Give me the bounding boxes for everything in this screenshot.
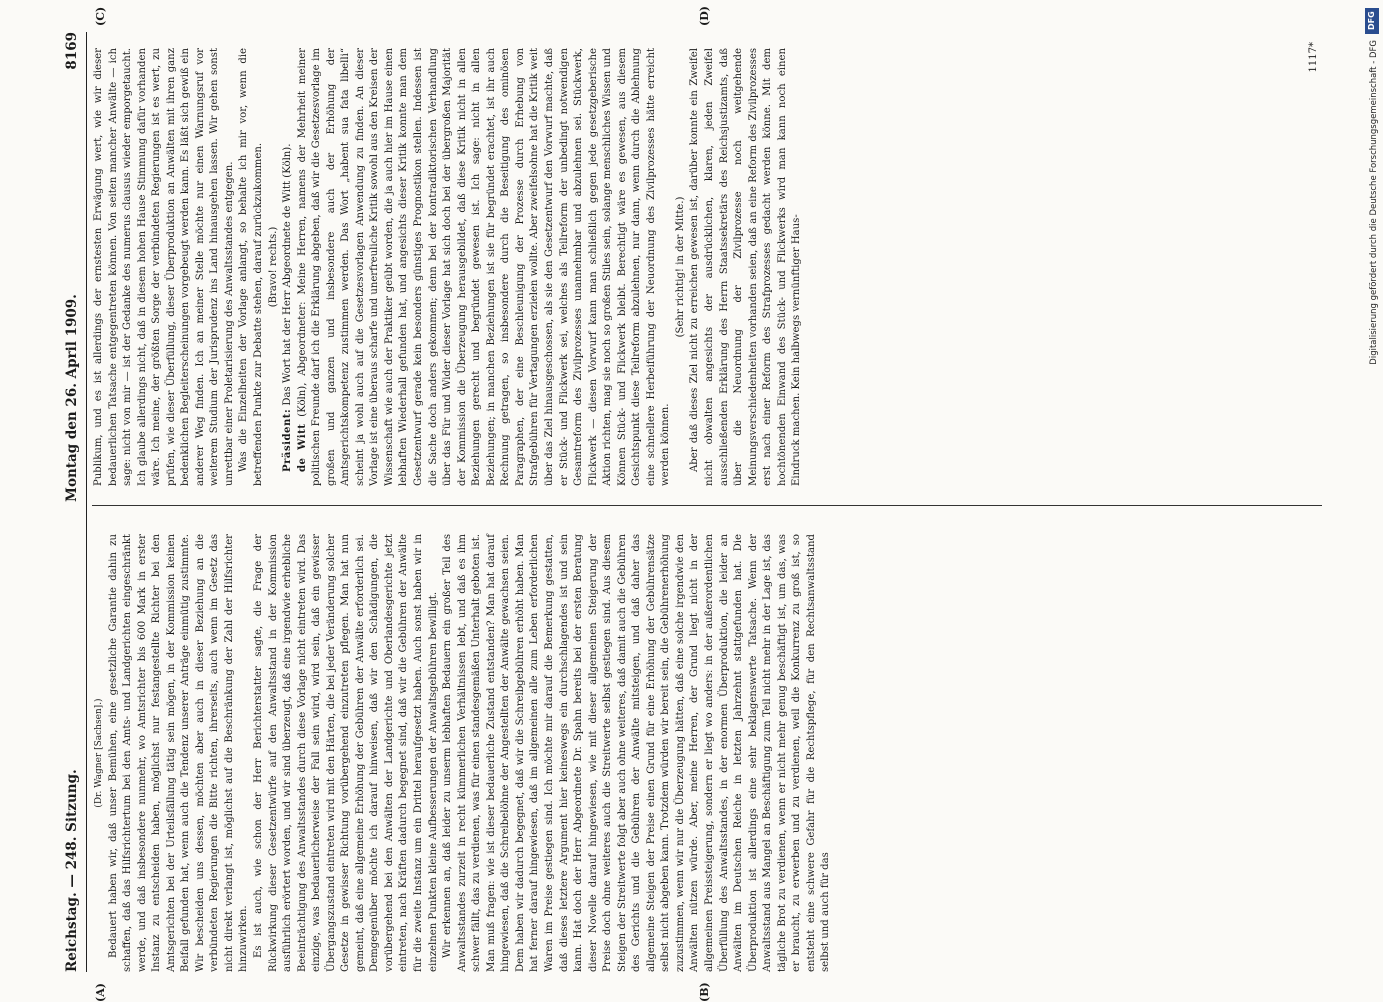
left-column [92, 534, 834, 972]
page-number: 8169 [64, 32, 80, 70]
margin-mark-c: (C) [94, 6, 107, 26]
right-paragraph-3: Aber daß dieses Ziel nicht zu erreichen gewesen ist, darüber konnte ein Zweifel nicht obwalten angesichts der ausdrücklichen, klaren, jeden Zweifel ausschließenden Erklärung des Herrn Staatssekretärs des Reichsjustizamts, daß über die Neuordnung der Zivilprozesse noch weitgehende Meinungsverschiedenheiten vorhanden seien, daß an eine Reform des Zivilprozesses erst nach einer Reform des Strafprozesses gedacht werden könne. Mit dem hochtönenden Einwand des Stück- und Flickwerks wird man kann noch einen Eindruck machen. Kein halbwegs vernünftiger Haus- [689, 48, 803, 486]
header-session: Reichstag. — 248. Sitzung. [64, 769, 80, 972]
witt-reaction: (Sehr richtig! in der Mitte.) [674, 196, 686, 338]
margin-mark-b: (B) [698, 982, 711, 1002]
left-paragraph-3: Wir erkennen an, daß leider zu unserm lebhaften Bedauern ein großer Teil des Anwaltsstandes zurzeit in recht kümmerlichen Verhältnissen lebt, und daß es ihm schwer fällt, das zu verdienen, was für einen standesgemäßen Unterhalt geboten ist. Man muß fragen: wie ist dieser bedauerliche Zustand entstanden? Man hat darauf hingewiesen, daß die Schreibelöhne der Angestellten der Anwälte gewachsen seien. Dem haben wir dadurch begegnet, daß wir die Schreibgebühren erhöht haben. Man hat ferner darauf hingewiesen, daß im allgemeinen alle zum Leben erforderlichen Waren im Preise gestiegen sind. Ich möchte mir darauf die Bemerkung gestatten, daß dieses letztere Argument hier keineswegs ein durchschlagendes ist und sein kann. Hat doch der Herr Abgeordnete Dr. Spahn bereits bei der ersten Beratung dieser Novelle darauf hingewiesen, wie mit dieser allgemeinen Steigerung der Preise doch ohne weiteres auch die Streitwerte selbst gestiegen sind. Aus diesem Steigen der Streitwerte folgt aber auch ohne weiteres, daß damit auch die Gebühren des Gerichts und die Gebühren der Anwälte mitsteigen, und daß daher das allgemeine Steigen der Preise einen Grund für eine Erhöhung der Gebührensätze selbst nicht abgeben kann. Trotzdem würden wir bereit sein, die Gebührenerhöhung zuzustimmen, wenn wir nur die Überzeugung hätten, daß eine solche irgendwie den Anwälten nützen würde. Aber, meine Herren, der Grund liegt nicht in der allgemeinen Preissteigerung, sondern er liegt wo anders: in der außerordentlichen Überfüllung des Anwaltsstandes, in der enormen Überproduktion, die leider an Anwälten im Deutschen Reiche in letzten Jahrzehnt stattgefunden hat. Die Überproduktion ist allerdings eine sehr beklagenswerte Tatsache. Wenn der Anwaltsstand aus Mangel an Beschäftigung zum Teil nicht mehr in der Lage ist, das tägliche Brot zu verdienen, wenn er nicht mehr genug beschäftigt ist, um das, was er braucht, zu erwerben und zu verdienen, weil die Konkurrenz zu groß ist, so entsteht eine schwere Gefahr für die Rechtspflege, für den Rechtsanwaltsstand selbst und auch für das [442, 534, 832, 972]
speaker-note: (Dr. Wagner [Sachsen].) [94, 698, 104, 808]
witt-text: (Köln), Abgeordneter: Meine Herren, namens der Mehrheit meiner politischen Freunde darf ich die Erklärung abgeben, daß wir die Gesetzesvorlage im großen und ganzen und insbesondere auch der Erhöhung der Amtsgerichtskompetenz zustimmen werden. Das Wort „habent sua fata libelli“ scheint ja wohl auch auf die Gesetzesvorlagen Anwendung zu finden. An dieser Vorlage ist eine überaus scharfe und unerfreuliche Kritik sowohl aus den Kreisen der Wissenschaft wie auch der Praktiker geübt worden, die ja auch hier im Hause einen lebhaften Wiederhall gefunden hat, und angesichts dieser Kritik konnte man dem Gesetzentwurf gerade kein besonders günstiges Prognostikon stellen. Indessen ist die Sache doch anders gekommen; denn bei der kontradiktorischen Verhandlung über das Für und Wider dieser Vorlage hat sich doch bei der übergroßen Majorität der Kommission die Überzeugung herausgebildet, daß diese Kritik nicht in allen Beziehungen gerecht und begründet gewesen ist. Ich sage: nicht in allen Beziehungen; in manchen Beziehungen ist sie für begründet erachtet, ist ihr auch Rechnung getragen, so insbesondere durch die Beseitigung des ominösen Paragraphen, der eine Beschleunigung der Prozesse durch Erhebung von Strafgebühren für Vertagungen erzielen wollte. Aber zweifelsohne hat die Kritik weit über das Ziel hinausgeschossen, als sie den Gesetzentwurf den Vorwurf machte, daß er Stück- und Flickwerk sei, welches als Teilreform der unbedingt notwendigen Gesamtreform des Zivilprozesses unannehmbar und abzulehnen sei. Stückwerk, Flickwerk — diesen Vorwurf kann man schließlich gegen jede gesetzgeberische Aktion richten, mag sie noch so großen Stiles sein, solange menschliches Wissen und Können Stück- und Flickwerk bleibt. Berechtigt wäre es gewesen, aus diesem Gesichtspunkt diese Teilreform abzulehnen, nur dann, wenn durch die Ablehnung eine schnellere Herbeiführung der Neuordnung des Zivilprozesses hätte erreicht werden können. [296, 48, 672, 486]
president-statement [281, 48, 296, 486]
right-column [92, 48, 805, 486]
left-paragraph-2: Es ist auch, wie schon der Herr Berichterstatter sagte, die Frage der Rückwirkung dieser Gesetzentwürfe auf den Anwaltsstand in der Kommission ausführlich erörtert worden, und wir sind überzeugt, daß eine irgendwie erhebliche Beeinträchtigung des Anwaltsstandes durch diese Vorlage nicht eintreten wird. Das einzige, was bedauerlicherweise der Fall sein wird, wird sein, daß ein gewisser Übergangszustand eintreten wird mit den Härten, die bei jeder Veränderung solcher Gesetze in gewisser Richtung vorübergehend einzutreten pflegen. Man hat nun gemeint, daß eine allgemeine Erhöhung der Gebühren der Anwälte erforderlich sei. Demgegenüber möchte ich darauf hinweisen, daß wir den Schädigungen, die vorübergehend bei den Anwälten der Landgerichte und Oberlandesgerichte jetzt eintreten, nach Kräften dadurch begegnet sind, daß wir die Gebühren der Anwälte für die zweite Instanz um ein Drittel heraufgesetzt haben. Auch sonst haben wir in einzelnen Punkten kleine Aufbesserungen der Anwaltsgebühren bewilligt. [253, 534, 439, 972]
digitization-note: Digitalisierung gefördert durch die Deutsche Forschungsgemeinschaft - DFG [1369, 40, 1379, 365]
digitization-sidebar [1361, 0, 1383, 1000]
column-divider [92, 505, 1322, 506]
witt-name: de Witt [296, 423, 308, 472]
page-header [58, 32, 87, 972]
header-date: Montag den 26. April 1909. [64, 294, 80, 502]
margin-mark-d: (D) [698, 6, 711, 26]
president-text: Das Wort hat der Herr Abgeordnete de Witt (Köln). [282, 143, 294, 406]
dfg-logo-icon: DFG [1365, 8, 1379, 34]
applause-reaction: (Bravo! rechts.) [267, 226, 279, 308]
margin-mark-a: (A) [94, 983, 107, 1002]
left-paragraph-1: Bedauert haben wir, daß unser Bemühen, eine gesetzliche Garantie dahin zu schaffen, daß das Hilfsrichtertum bei den Amts- und Landgerichten eingeschränkt werde, und daß insbesondere nunmehr, wo Amtsrichter bis 600 Mark in erster Instanz zu entscheiden haben, möglichst nur festangestellte Richter bei den Amtsgerichten bei der Urteilsfällung tätig sein mögen, in der Kommission keinen Beifall gefunden hat, wenn auch die Tendenz unserer Anträge einmütig zustimmte. Wir bescheiden uns dessen, möchten aber auch in dieser Beziehung an die verbündeten Regierungen die Bitte richten, ihrerseits, auch wenn im Gesetz das nicht direkt verlangt ist, möglichst auf die Beschränkung der Zahl der Hilfsrichter hinzuwirken. [107, 534, 250, 972]
page-signature: 1117* [1308, 42, 1319, 73]
right-paragraph-2: Was die Einzelheiten der Vorlage anlangt, so behalte ich mir vor, wenn die betreffenden Punkte zur Debatte stehen, darauf zurückzukommen. [238, 48, 265, 486]
witt-speech [296, 48, 674, 486]
right-paragraph-1: Publikum, und es ist allerdings der ernstesten Erwägung wert, wie wir dieser bedauerlichen Tatsache entgegentreten können. Von seiten mancher Anwälte — ich sage: nicht von mir — ist der Gedanke des numerus clausus wieder emporgetaucht. Ich glaube allerdings nicht, daß in diesem hohen Hause Stimmung dafür vorhanden wäre. Ich meine, der größten Sorge der verbündeten Regierungen ist es wert, zu prüfen, wie dieser Überfüllung, dieser Überproduktion an Anwälten mit ihren ganz bedenklichen Begleiterscheinungen vorgebeugt werden kann. Es läßt sich gewiß ein anderer Weg finden. Ich an meiner Stelle möchte nur einen Warnungsruf vor weiterem Studium der Jurisprudenz ins Land hinausgehen lassen. Wir gehen sonst unrettbar einer Proletarisierung des Anwaltsstandes entgegen. [93, 48, 235, 486]
president-label: Präsident: [282, 408, 294, 472]
document-page [58, 6, 1340, 1002]
